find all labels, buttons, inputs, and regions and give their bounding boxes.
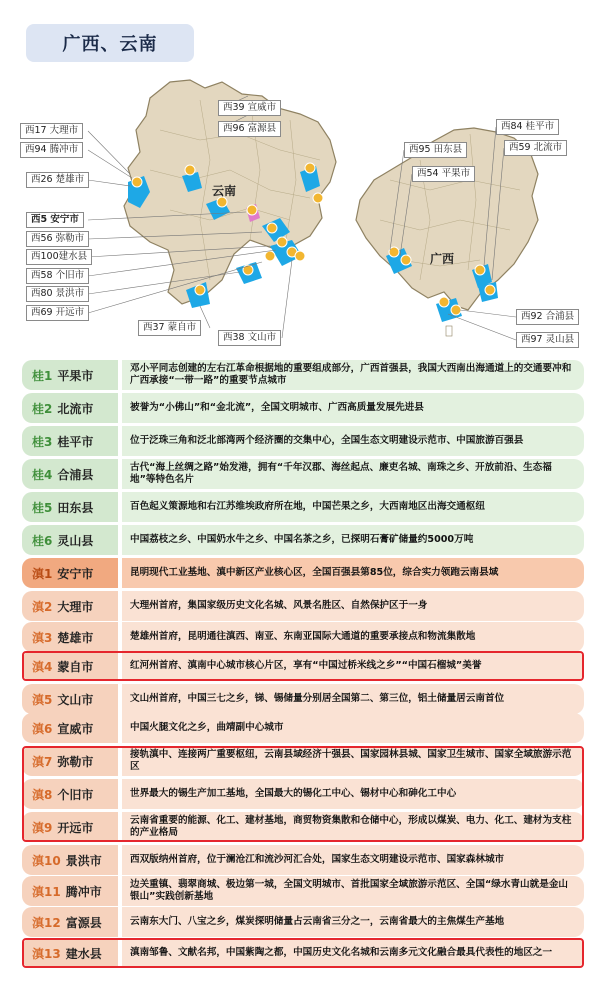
county-name: 开远市 <box>57 820 94 835</box>
callout-jinghong: 西80 景洪市 <box>26 286 89 302</box>
county-rank: 桂1 <box>32 368 53 383</box>
county-row <box>22 459 584 489</box>
callout-lingshan: 西97 灵山县 <box>516 332 579 348</box>
county-rank: 滇3 <box>32 630 53 645</box>
county-name: 灵山县 <box>57 533 94 548</box>
county-description: 百色起义策源地和右江苏维埃政府所在地，中国芒果之乡，大西南地区出海交通枢纽 <box>122 492 584 522</box>
county-name: 腾冲市 <box>65 884 102 899</box>
county-description: 世界最大的锡生产加工基地，全国最大的锡化工中心、锡材中心和砷化工中心 <box>122 779 584 809</box>
county-rank: 滇6 <box>32 721 53 736</box>
county-description: 位于泛珠三角和泛北部湾两个经济圈的交集中心，全国生态文明建设示范市、中国旅游百强县 <box>122 426 584 456</box>
page-title: 广西、云南 <box>26 24 194 62</box>
county-name: 蒙自市 <box>57 659 94 674</box>
county-rank: 滇13 <box>32 946 61 961</box>
county-name: 建水县 <box>65 946 102 961</box>
county-name: 大理市 <box>57 599 94 614</box>
county-name: 平果市 <box>57 368 94 383</box>
county-name: 弥勒市 <box>57 754 94 769</box>
callout-pingguo: 西54 平果市 <box>412 166 475 182</box>
county-name-cell <box>22 525 118 555</box>
highlight-box-jianshui <box>22 938 584 968</box>
county-row <box>22 591 584 621</box>
county-description: 边关重镇、翡翠商城、极边第一城，全国文明城市、首批国家全域旅游示范区、全国“绿水青山就是金山银山”实践创新基地 <box>122 876 584 906</box>
callout-chuxiong: 西26 楚雄市 <box>26 172 89 188</box>
county-rank: 桂4 <box>32 467 53 482</box>
county-name-cell <box>22 907 118 937</box>
county-row <box>22 360 584 390</box>
county-description: 昆明现代工业基地、滇中新区产业核心区，全国百强县第85位，综合实力领跑云南县域 <box>122 558 584 588</box>
county-description: 云南东大门、八宝之乡，煤炭探明储量占云南省三分之一，云南省最大的主焦煤生产基地 <box>122 907 584 937</box>
county-rank: 滇11 <box>32 884 61 899</box>
county-rank: 桂6 <box>32 533 53 548</box>
county-name: 个旧市 <box>57 787 94 802</box>
county-name: 北流市 <box>57 401 94 416</box>
county-description: 楚雄州首府，昆明通往滇西、南亚、东南亚国际大通道的重要承接点和物流集散地 <box>122 622 584 652</box>
county-description: 中国火腿文化之乡，曲靖副中心城市 <box>122 713 584 743</box>
county-row <box>22 426 584 456</box>
county-name: 文山市 <box>57 692 94 707</box>
county-row <box>22 845 584 875</box>
county-name-cell <box>22 459 118 489</box>
map-graphic <box>0 70 600 350</box>
county-row <box>22 492 584 522</box>
county-rank: 滇5 <box>32 692 53 707</box>
callout-hepu: 西92 合浦县 <box>516 309 579 325</box>
county-description: 云南省重要的能源、化工、建材基地，商贸物资集散和仓储中心，形成以煤炭、电力、化工、建材为支柱的产业格局 <box>122 812 584 842</box>
county-name-cell <box>22 558 118 588</box>
county-row <box>22 622 584 652</box>
county-description: 被誉为“小佛山”和“金北流”，全国文明城市、广西高质量发展先进县 <box>122 393 584 423</box>
county-row <box>22 876 584 906</box>
county-name-cell <box>22 845 118 875</box>
county-name-cell <box>22 426 118 456</box>
callout-dali: 西17 大理市 <box>20 123 83 139</box>
callout-beiliu: 西59 北流市 <box>504 140 567 156</box>
callout-wenshan: 西38 文山市 <box>218 330 281 346</box>
highlight-box-mile-gejiu-kaiyuan <box>22 746 584 842</box>
county-row <box>22 907 584 937</box>
callout-gejiu: 西58 个旧市 <box>26 268 89 284</box>
county-name-cell <box>22 684 118 714</box>
callout-tengchong: 西94 腾冲市 <box>20 142 83 158</box>
guangxi-label: 广西 <box>430 252 455 266</box>
county-name-cell <box>22 713 118 743</box>
callout-anning: 西5 安宁市 <box>26 212 84 228</box>
county-rank: 滇4 <box>32 659 53 674</box>
callout-xuanwei: 西39 宣威市 <box>218 100 281 116</box>
county-description: 红河州首府、滇南中心城市核心片区，享有“中国过桥米线之乡”“中国石榴城”美誉 <box>122 651 584 681</box>
county-description: 中国荔枝之乡、中国奶水牛之乡、中国名茶之乡，已探明石膏矿储量约5000万吨 <box>122 525 584 555</box>
county-description: 古代“海上丝绸之路”始发港，拥有“千年汉郡、海丝起点、廉吏名城、南珠之乡、开放前沿、生态福地”等特色名片 <box>122 459 584 489</box>
county-description: 接轨滇中、连接两广重要枢纽，云南县域经济十强县、国家园林县城、国家卫生城市、国家全域旅游示范区 <box>122 746 584 776</box>
county-rank: 滇10 <box>32 853 61 868</box>
county-name: 合浦县 <box>57 467 94 482</box>
callout-kaiyuan: 西69 开远市 <box>26 305 89 321</box>
county-rank: 滇12 <box>32 915 61 930</box>
county-rank: 滇7 <box>32 754 53 769</box>
county-rank: 滇8 <box>32 787 53 802</box>
county-rank: 桂3 <box>32 434 53 449</box>
county-description: 文山州首府，中国三七之乡，锑、锡储量分别居全国第二、第三位，铝土储量居云南首位 <box>122 684 584 714</box>
county-name: 富源县 <box>65 915 102 930</box>
county-name-cell <box>22 622 118 652</box>
county-rank: 桂2 <box>32 401 53 416</box>
callout-mile: 西56 弥勒市 <box>26 231 89 247</box>
county-rank: 滇1 <box>32 566 53 581</box>
county-description: 邓小平同志创建的左右江革命根据地的重要组成部分，广西首强县，我国大西南出海通道上的交通要冲和广西承接“一带一路”的重要节点城市 <box>122 360 584 390</box>
map <box>0 70 600 350</box>
county-row <box>22 393 584 423</box>
county-row <box>22 525 584 555</box>
highlight-box-mengzi <box>22 651 584 681</box>
county-description: 滇南邹鲁、文献名邦，中国紫陶之都，中国历史文化名城和云南多元文化融合最具代表性的地区之一 <box>122 938 584 968</box>
county-rank: 滇2 <box>32 599 53 614</box>
county-rank: 滇9 <box>32 820 53 835</box>
county-description: 西双版纳州首府，位于澜沧江和流沙河汇合处，国家生态文明建设示范市、国家森林城市 <box>122 845 584 875</box>
county-name: 景洪市 <box>65 853 102 868</box>
county-description: 大理州首府，集国家级历史文化名城、风景名胜区、自然保护区于一身 <box>122 591 584 621</box>
county-name: 安宁市 <box>57 566 94 581</box>
callout-jianshui: 西100建水县 <box>26 249 92 265</box>
county-row <box>22 713 584 743</box>
callout-tiandong: 西95 田东县 <box>404 142 467 158</box>
yunnan-label: 云南 <box>212 184 237 198</box>
callout-mengzi: 西37 蒙自市 <box>138 320 201 336</box>
county-name: 宣威市 <box>57 721 94 736</box>
county-name-cell <box>22 492 118 522</box>
county-row <box>22 558 584 588</box>
county-name-cell <box>22 360 118 390</box>
county-row <box>22 684 584 714</box>
county-name: 田东县 <box>57 500 94 515</box>
callout-guiping: 西84 桂平市 <box>496 119 559 135</box>
county-name: 桂平市 <box>57 434 94 449</box>
county-name-cell <box>22 393 118 423</box>
callout-fuyuan: 西96 富源县 <box>218 121 281 137</box>
county-name-cell <box>22 591 118 621</box>
county-name-cell <box>22 876 118 906</box>
county-name: 楚雄市 <box>57 630 94 645</box>
county-rank: 桂5 <box>32 500 53 515</box>
